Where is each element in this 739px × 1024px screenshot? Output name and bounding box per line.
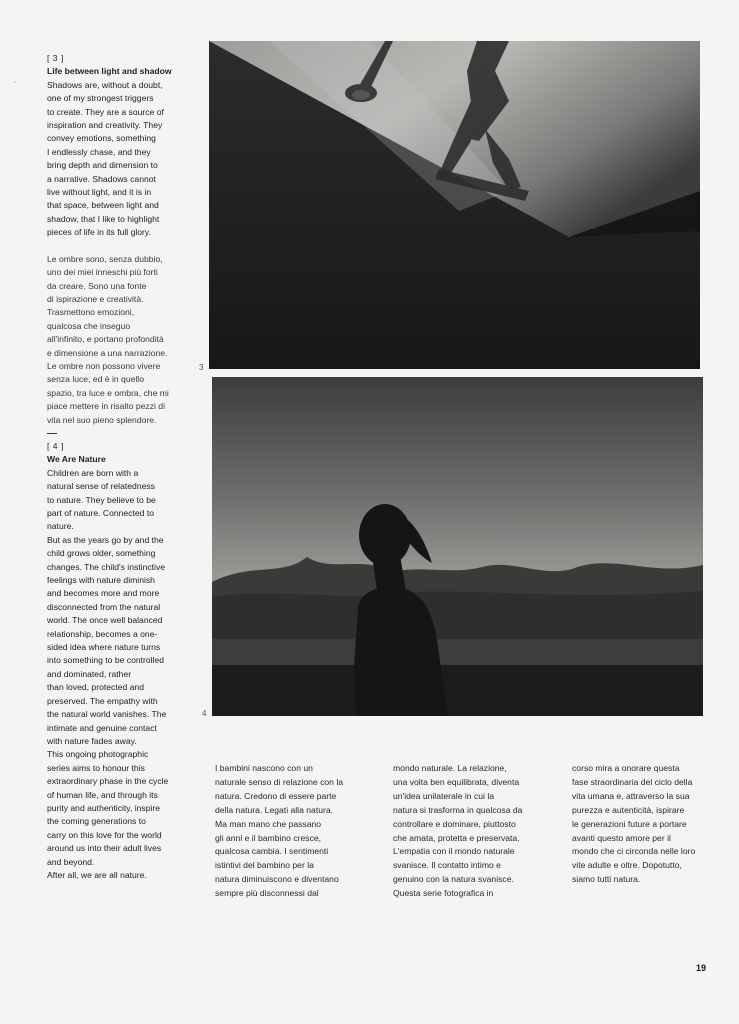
text-line: gli anni e il bambino cresce,: [215, 832, 322, 843]
text-line: inspiration and creativity. They: [47, 120, 163, 131]
text-line: and becomes more and more: [47, 588, 160, 599]
text-line: with nature fades away.: [47, 735, 137, 746]
text-line: This ongoing photographic: [47, 749, 149, 760]
text-line: I endlessly chase, and they: [47, 146, 151, 157]
text-line: della natura. Legati alla natura.: [215, 804, 334, 815]
text-line: world. The once well balanced: [47, 615, 163, 626]
text-line: relationship, becomes a one-: [47, 628, 158, 639]
text-line: the coming generations to: [47, 816, 146, 827]
text-line: genuino con la natura svanisce.: [393, 874, 514, 885]
text-line: vita nel suo pieno splendore.: [47, 414, 157, 425]
text-line: natura. Credono di essere parte: [215, 790, 337, 801]
text-line: Trasmettono emozioni,: [47, 307, 135, 318]
section-3-title: Life between light and shadow: [47, 66, 172, 77]
text-line: le generazioni future a portare: [572, 818, 687, 829]
text-line: natural sense of relatedness: [47, 481, 155, 492]
text-line: live without light, and it is in: [47, 187, 152, 198]
text-line: series aims to honour this: [47, 762, 145, 773]
italian-column-2: [393, 762, 541, 901]
text-line: di ispirazione e creatività.: [47, 293, 144, 304]
text-line: After all, we are all nature.: [47, 869, 147, 880]
text-line: one of my strongest triggers: [47, 93, 154, 104]
text-line: extraordinary phase in the cycle: [47, 776, 169, 787]
text-line: all'infinito, e portano profondità: [47, 334, 164, 345]
text-line: around us into their adult lives: [47, 843, 162, 854]
text-line: mondo naturale. La relazione,: [393, 763, 507, 773]
italian-column-3: [572, 762, 720, 887]
text-line: nature.: [47, 521, 74, 532]
text-line: than loved, protected and: [47, 682, 144, 693]
text-line: Children are born with a: [47, 467, 139, 478]
photo-child-silhouette: [212, 377, 703, 716]
text-line: Shadows are, without a doubt,: [47, 79, 163, 90]
text-line: convey emotions, something: [47, 133, 156, 144]
text-line: spazio, tra luce e ombra, che mi: [47, 387, 169, 398]
text-line: into something to be controlled: [47, 655, 165, 666]
text-line: and dominated, rather: [47, 668, 132, 679]
text-line: carry on this love for the world: [47, 829, 162, 840]
spacer: [47, 240, 177, 253]
text-line: corso mira a onorare questa: [572, 763, 680, 773]
section-3-number: [ 3 ]: [47, 53, 64, 63]
text-line: Le ombre non possono vivere: [47, 360, 161, 371]
section-4-english: [47, 467, 177, 883]
text-line: che amata, protetta e preservata.: [393, 832, 520, 843]
text-line: Le ombre sono, senza dubbio,: [47, 253, 163, 264]
text-line: feelings with nature diminish: [47, 575, 155, 586]
photo-skateboard-shadow: [209, 41, 700, 369]
text-line: natura si trasforma in qualcosa da: [393, 804, 523, 815]
text-line: una volta ben equilibrata, diventa: [393, 776, 520, 787]
text-line: vita umana e, attraverso la sua: [572, 790, 690, 801]
text-line: sempre più disconnessi dal: [215, 888, 319, 899]
text-line: vite adulte e oltre. Dopotutto,: [572, 860, 682, 871]
section-divider: [47, 427, 177, 440]
text-line: uno dei miei inneschi più forti: [47, 267, 158, 278]
text-line: mondo che ci circonda nelle loro: [572, 846, 696, 857]
section-3-english: [47, 79, 177, 240]
text-line: sided idea where nature turns: [47, 642, 161, 653]
text-line: to nature. They believe to be: [47, 494, 156, 505]
text-line: purezza e autenticità, ispirare: [572, 804, 685, 815]
text-line: da creare. Sono una fonte: [47, 280, 147, 291]
text-line: istintivi del bambino per la: [215, 860, 314, 871]
text-line: and beyond.: [47, 856, 95, 867]
text-line: disconnected from the natural: [47, 601, 161, 612]
text-line: qualcosa che inseguo: [47, 320, 131, 331]
text-line: changes. The child's instinctive: [47, 561, 166, 572]
text-line: Questa serie fotografica in: [393, 888, 494, 899]
margin-mark: ˰: [14, 76, 17, 83]
italian-column-1: [215, 762, 363, 901]
text-line: piace mettere in risalto pezzi di: [47, 401, 165, 412]
text-line: to create. They are a source of: [47, 106, 164, 117]
text-line: I bambini nascono con un: [215, 763, 313, 773]
text-line: un'idea unilaterale in cui la: [393, 790, 495, 801]
section-4-number: [ 4 ]: [47, 440, 64, 451]
text-line: But as the years go by and the: [47, 534, 164, 545]
text-line: bring depth and dimension to: [47, 160, 158, 171]
text-line: siamo tutti natura.: [572, 874, 641, 885]
figure-4-number: 4: [202, 709, 207, 718]
text-line: intimate and genuine contact: [47, 722, 157, 733]
text-line: controllare e dominare, piuttosto: [393, 818, 516, 829]
text-line: that space, between light and: [47, 200, 159, 211]
page-number: 19: [696, 963, 707, 973]
section-3-italian: [47, 253, 177, 427]
text-line: child grows older, something: [47, 548, 156, 559]
text-line: preserved. The empathy with: [47, 695, 158, 706]
figure-3-number: 3: [199, 363, 204, 372]
section-4-title: We Are Nature: [47, 454, 106, 465]
text-line: senza luce, ed è in quello: [47, 374, 144, 385]
text-line: qualcosa cambia. I sentimenti: [215, 846, 329, 857]
text-line: Ma man mano che passano: [215, 818, 322, 829]
text-line: purity and authenticity, inspire: [47, 802, 161, 813]
text-line: natura diminuiscono e diventano: [215, 874, 339, 885]
text-line: shadow, that I like to highlight: [47, 213, 160, 224]
text-line: of human life, and through its: [47, 789, 158, 800]
text-line: fase straordinaria del ciclo della: [572, 776, 693, 787]
text-line: avanti questo amore per il: [572, 832, 671, 843]
text-line: pieces of life in its full glory.: [47, 227, 151, 238]
text-line: L'empatia con il mondo naturale: [393, 846, 515, 857]
text-line: part of nature. Connected to: [47, 508, 155, 518]
left-text-column: [47, 52, 177, 882]
text-line: a narrative. Shadows cannot: [47, 173, 156, 184]
text-line: e dimensione a una narrazione.: [47, 347, 168, 358]
text-line: the natural world vanishes. The: [47, 709, 167, 720]
text-line: naturale senso di relazione con la: [215, 776, 344, 787]
text-line: svanisce. Il contatto intimo e: [393, 860, 501, 871]
